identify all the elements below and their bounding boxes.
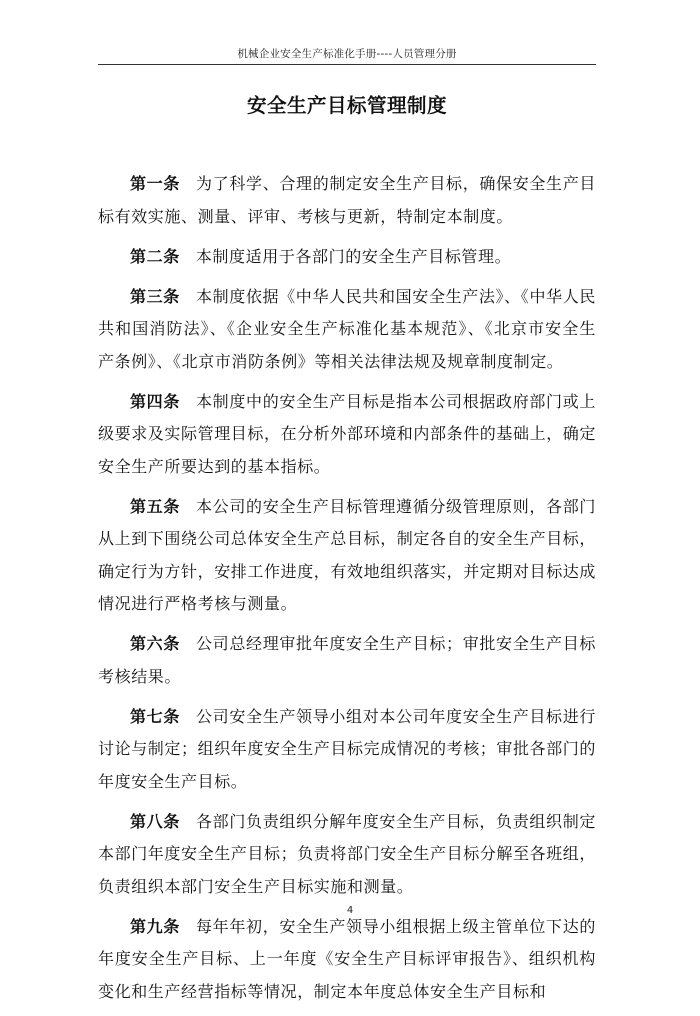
article-label: 第一条: [130, 174, 181, 193]
article-7: [98, 701, 596, 799]
document-body: [98, 168, 596, 1016]
article-2: [98, 241, 596, 274]
running-header: 机械企业安全生产标准化手册----人员管理分册: [237, 48, 457, 60]
article-9: [98, 911, 596, 1009]
article-6: [98, 628, 596, 693]
article-label: 第七条: [130, 706, 181, 726]
article-1: [98, 168, 596, 233]
article-text: 各部门负责组织分解年度安全生产目标，负责组织制定本部门年度安全生产目标；负责将部门安全生产目标分解至各班组，负责组织本部门安全生产目标实施和测量。: [98, 811, 597, 896]
page-number: 4: [346, 905, 354, 916]
article-text: 本制度中的安全生产目标是指本公司根据政府部门或上级要求及实际管理目标，在分析外部环境和内部条件的基础上，确定安全生产所要达到的基本指标。: [98, 391, 597, 476]
article-label: 第六条: [130, 634, 181, 653]
article-label: 第五条: [130, 496, 181, 516]
article-5: [98, 491, 596, 621]
article-text: 本制度依据《中华人民共和国安全生产法》、《中华人民共和国消防法》、《企业安全生产标准化基本规范》、《北京市安全生产条例》、《北京市消防条例》等相关法律法规及规章制度制定。: [98, 286, 596, 371]
article-text: 本制度适用于各部门的安全生产目标管理。: [195, 246, 512, 266]
article-text: 公司总经理审批年度安全生产目标；审批安全生产目标考核结果。: [98, 634, 596, 686]
article-label: 第四条: [130, 391, 181, 411]
article-text: 本公司的安全生产目标管理遵循分级管理原则，各部门从上到下围绕公司总体安全生产总目标，制定各自的安全生产目标，确定行为方针，安排工作进度，有效地组织落实，并定期对目标达成情况进行严格考核与测量。: [98, 496, 597, 613]
article-label: 第八条: [130, 811, 181, 831]
article-text: 为了科学、合理的制定安全生产目标，确保安全生产目标有效实施、测量、评审、考核与更新，特制定本制度。: [98, 174, 596, 226]
article-label: 第二条: [130, 246, 180, 266]
article-label: 第三条: [130, 286, 180, 306]
header-rule: [98, 64, 596, 65]
article-text: 每年年初，安全生产领导小组根据上级主管单位下达的年度安全生产目标、上一年度《安全生产目标评审报告》、组织机构变化和生产经营指标等情况，制定本年度总体安全生产目标和: [98, 916, 596, 1001]
article-text: 公司安全生产领导小组对本公司年度安全生产目标进行讨论与制定；组织年度安全生产目标完成情况的考核；审批各部门的年度安全生产目标。: [98, 706, 597, 791]
article-3: [98, 281, 596, 379]
article-4: [98, 386, 596, 484]
article-label: 第九条: [130, 916, 181, 936]
article-8: [98, 806, 596, 904]
document-title: 安全生产目标管理制度: [246, 94, 447, 117]
